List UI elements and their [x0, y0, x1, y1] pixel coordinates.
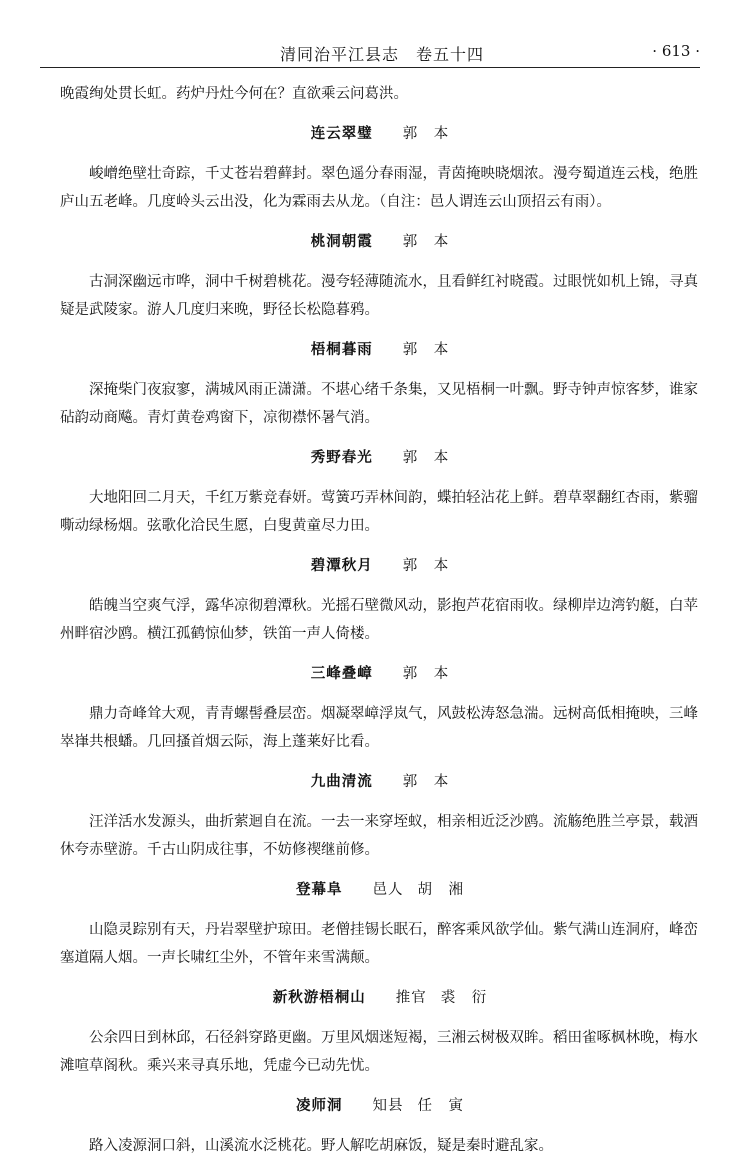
poem-title: 三峰叠嶂 — [310, 665, 373, 682]
author-role: 邑人 — [372, 882, 404, 898]
poem-title: 桃洞朝霞 — [310, 233, 373, 250]
poem-entry — [60, 660, 700, 756]
poem-heading — [60, 444, 700, 472]
poem-heading — [60, 876, 700, 904]
poem-author: 郭 本 — [402, 666, 450, 682]
poem-text: 大地阳回二月天，千红万紫竞春妍。莺簧巧弄林间韵，蝶拍轻沾花上鲜。碧草翠翻红杏雨，紫骝嘶动绿杨烟。弦歌化洽民生愿，白叟黄童尽力田。 — [60, 490, 698, 534]
opening-line: 晚霞绚处贯长虹。药炉丹灶今何在？直欲乘云问葛洪。 — [60, 86, 408, 102]
poem-title: 连云翠璧 — [310, 125, 373, 142]
poem-entry — [60, 444, 700, 540]
poem-text: 鼎力奇峰耸大观，青青螺髻叠层峦。烟凝翠嶂浮岚气，风鼓松涛怒急湍。远树高低相掩映，三峰崒嵂共根蟠。几回搔首烟云际，海上蓬莱好比看。 — [60, 706, 698, 750]
poem-entry — [60, 228, 700, 324]
poem-entry — [60, 876, 700, 972]
poem-author: 郭 本 — [402, 450, 450, 466]
poem-text: 皓魄当空爽气浮，露华凉彻碧潭秋。光摇石壁微风动，影抱芦花宿雨收。绿柳岸边湾钓艇，白苹州畔宿沙鸥。横江孤鹤惊仙梦，铁笛一声人倚楼。 — [60, 598, 698, 642]
poem-title: 登幕阜 — [296, 881, 343, 898]
poem-author: 郭 本 — [402, 342, 450, 358]
poem-list — [60, 120, 700, 1160]
poem-entry — [60, 552, 700, 648]
poem-entry — [60, 336, 700, 432]
page-body — [60, 80, 700, 1160]
poem-text: 公余四日到林邱，石径斜穿路更幽。万里风烟迷短褐，三湘云树极双眸。稻田雀啄枫林晚，梅水滩喧草阁秋。乘兴来寻真乐地，凭虚今已动先忧。 — [60, 1030, 698, 1074]
poem-author: 裘 衍 — [440, 990, 488, 1006]
poem-author: 任 寅 — [417, 1098, 464, 1114]
poem-entry — [60, 768, 700, 864]
poem-title: 梧桐暮雨 — [310, 341, 373, 358]
page-number: · 613 · — [652, 42, 700, 60]
header-title: 清同治平江县志 卷五十四 — [280, 45, 485, 64]
header-rule — [40, 67, 700, 68]
poem-entry — [60, 1092, 700, 1160]
poem-text: 山隐灵踪别有天，丹岩翠壁护琼田。老僧挂锡长眠石，醉客乘风欲学仙。紫气满山连洞府，峰峦塞道隔人烟。一声长啸红尘外，不管年来雪满颠。 — [60, 922, 698, 966]
poem-text: 深掩柴门夜寂寥，满城风雨正潇潇。不堪心绪千条集，又见梧桐一叶飘。野寺钟声惊客梦，谁家砧韵动商飚。青灯黄卷鸡窗下，凉彻襟怀暑气消。 — [60, 382, 698, 426]
poem-author: 郭 本 — [402, 126, 450, 142]
poem-text: 古洞深幽远市哗，洞中千树碧桃花。漫夸轻薄随流水，且看鲜红衬晓霞。过眼恍如机上锦，寻真疑是武陵家。游人几度归来晚，野径长松隐暮鸦。 — [60, 274, 698, 318]
poem-title: 九曲清流 — [310, 773, 373, 790]
poem-title: 秀野春光 — [310, 449, 373, 466]
poem-heading — [60, 552, 700, 580]
poem-entry — [60, 120, 700, 216]
poem-heading — [60, 660, 700, 688]
poem-heading — [60, 768, 700, 796]
poem-author: 胡 湘 — [417, 882, 464, 898]
poem-text: 峻嶒绝壁壮奇踪，千丈苍岩碧藓封。翠色遥分春雨湿，青茵掩映晓烟浓。漫夸蜀道连云栈，绝胜庐山五老峰。几度岭头云出没，化为霖雨去从龙。（自注：邑人谓连云山顶招云有雨）。 — [60, 166, 698, 210]
poem-text: 路入凌源洞口斜，山溪流水泛桃花。野人解吃胡麻饭，疑是秦时避乱家。 — [89, 1138, 553, 1154]
poem-author: 郭 本 — [402, 234, 450, 250]
author-role: 知县 — [372, 1098, 404, 1114]
poem-heading — [60, 984, 700, 1012]
poem-heading — [60, 120, 700, 148]
poem-title: 凌师洞 — [296, 1097, 343, 1114]
poem-entry — [60, 984, 700, 1080]
poem-heading — [60, 228, 700, 256]
running-header — [40, 36, 700, 68]
author-role: 推官 — [395, 990, 427, 1006]
poem-title: 新秋游梧桐山 — [272, 989, 366, 1006]
poem-author: 郭 本 — [402, 774, 450, 790]
poem-title: 碧潭秋月 — [310, 557, 373, 574]
poem-text: 汪洋活水发源头，曲折萦迴自在流。一去一来穿垤蚁，相亲相近泛沙鸥。流觞绝胜兰亭景，载酒休夸赤壁游。千古山阴成往事，不妨修禊继前修。 — [60, 814, 698, 858]
poem-heading — [60, 336, 700, 364]
poem-author: 郭 本 — [402, 558, 450, 574]
poem-heading — [60, 1092, 700, 1120]
